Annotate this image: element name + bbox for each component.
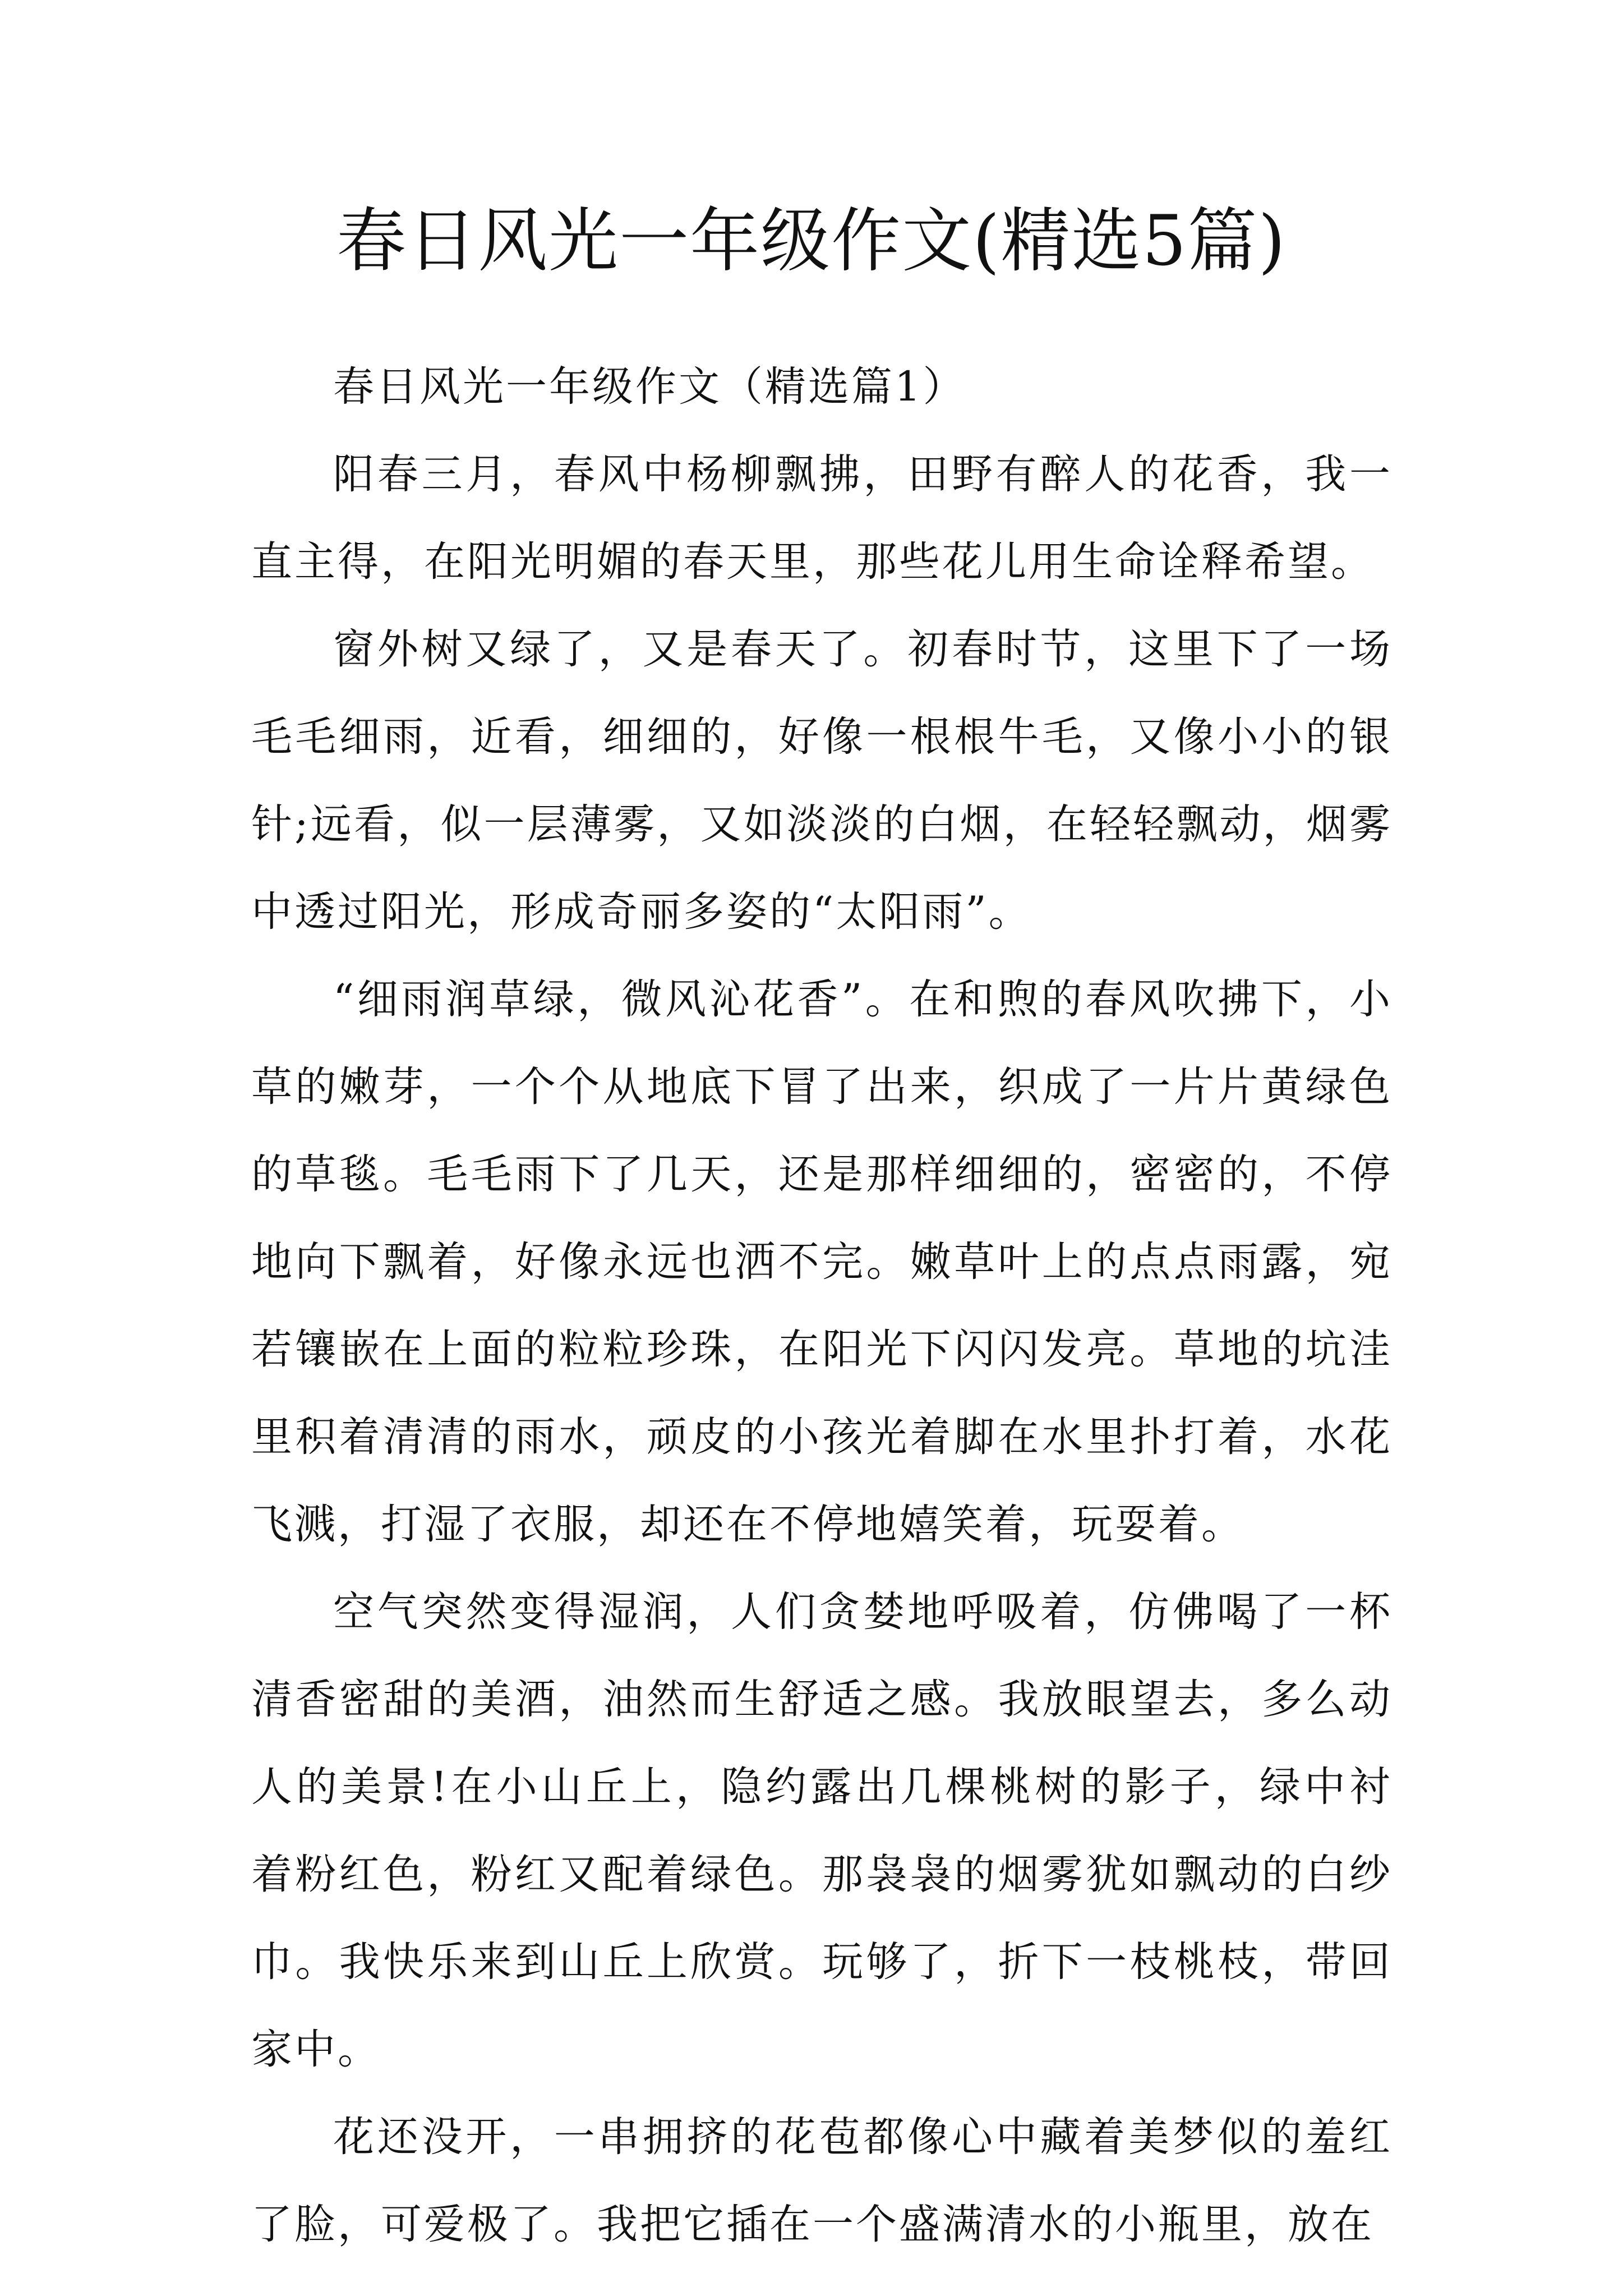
paragraph-4: 空气突然变得湿润，人们贪婪地呼吸着，仿佛喝了一杯清香密甜的美酒，油然而生舒适之感。我放眼望去，多么动人的美景!在小山丘上，隐约露出几棵桃树的影子，绿中衬着粉红色，粉红又配着绿色。那袅袅的烟雾犹如飘动的白纱巾。我快乐来到山丘上欣赏。玩够了，折下一枝桃枝，带回家中。 [251, 1588, 1393, 2073]
paragraph-3: “细雨润草绿，微风沁花香”。在和煦的春风吹拂下，小草的嫩芽，一个个从地底下冒了出来，织成了一片片黄绿色的草毯。毛毛雨下了几天，还是那样细细的，密密的，不停地向下飘着，好像永远也洒不完。嫩草叶上的点点雨露，宛若镶嵌在上面的粒粒珍珠，在阳光下闪闪发亮。草地的坑洼里积着清清的雨水，顽皮的小孩光着脚在水里扑打着，水花飞溅，打湿了衣服，却还在不停地嬉笑着，玩耍着。 [251, 976, 1393, 1548]
paragraph-1: 阳春三月，春风中杨柳飘拂，田野有醉人的花香，我一直主得，在阳光明媚的春天里，那些花儿用生命诠释希望。 [251, 450, 1393, 586]
document-title: 春日风光一年级作文(精选5篇) [336, 201, 1287, 282]
section-heading: 春日风光一年级作文（精选篇1） [333, 363, 966, 411]
paragraph-2: 窗外树又绿了，又是春天了。初春时节，这里下了一场毛毛细雨，近看，细细的，好像一根根牛毛，又像小小的银针;远看，似一层薄雾，又如淡淡的白烟，在轻轻飘动，烟雾中透过阳光，形成奇丽多姿的“太阳雨”。 [251, 625, 1393, 936]
paragraph-5: 花还没开，一串拥挤的花苞都像心中藏着美梦似的羞红了脸，可爱极了。我把它插在一个盛满清水的小瓶里，放在 [251, 2113, 1393, 2248]
document-body [251, 343, 1393, 2269]
